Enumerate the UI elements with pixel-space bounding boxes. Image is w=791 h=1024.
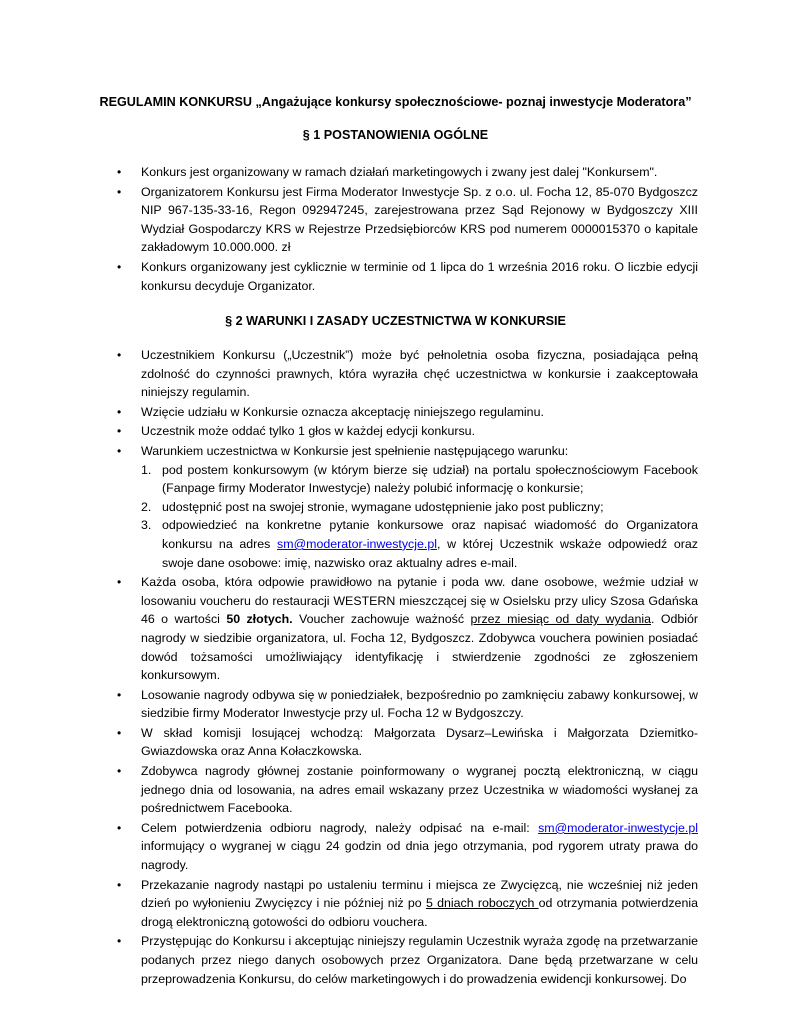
- prize-value: 50 złotych.: [226, 612, 293, 627]
- confirm-text-b: informujący o wygranej w ciągu 24 godzin od dnia jego otrzymania, pod rygorem utraty prawa do nagrody.: [141, 839, 698, 873]
- list-item: [0, 183, 791, 257]
- bullet-icon: •: [117, 687, 122, 702]
- bullet-icon: •: [117, 348, 122, 362]
- handover-text-a: Przekazanie nagrody nastąpi po ustaleniu terminu i miejsca ze Zwycięzcą, nie wcześniej niż jeden dzień po wyłonieniu Zwycięzcy i nie później niż po: [141, 877, 698, 911]
- list-item-text: W skład komisji losującej wchodzą: Małgorzata Dysarz–Lewińska i Małgorzata Dziemitko-Gwiazdowska oraz Anna Kołaczkowska.: [141, 725, 698, 759]
- list-item-text: Konkurs organizowany jest cyklicznie w terminie od 1 lipca do 1 września 2016 roku. O liczbie edycji konkursu decyduje Organizator.: [141, 259, 698, 293]
- bullet-icon: •: [117, 877, 122, 892]
- working-days: 5 dniach roboczych: [425, 896, 539, 911]
- list-item: [0, 422, 791, 441]
- prize-text-c: . Odbiór nagrody w siedzibie organizatora, ul. Focha 12, Bydgoszcz. Zdobywca vouchera powinien posiadać dowód tożsamości umożliwiający identyfikację i stwierdzenie zgodności ze zgłoszeniem konkursowym.: [141, 612, 699, 683]
- list-item: [0, 258, 791, 295]
- condition-text-start: odpowiedzieć na konkretne pytanie konkursowe oraz napisać wiadomość do Organizatora konkursu na adres: [162, 518, 698, 551]
- section-1-heading: § 1 POSTANOWIENIA OGÓLNE: [302, 128, 489, 142]
- bullet-icon: •: [117, 443, 122, 458]
- bullet-icon: •: [117, 424, 122, 439]
- conditions-list: [141, 461, 698, 573]
- list-item: [0, 876, 791, 932]
- prize-text-a: Każda osoba, która odpowie prawidłowo na pytanie i poda ww. dane osobowe, weźmie udział w losowaniu voucheru do restauracji WESTERN mieszczącej się w Osielsku przy ulicy Szosa Gdańska 46 o wartości: [141, 575, 698, 627]
- list-item: [0, 724, 791, 761]
- list-item-text: Warunkiem uczestnictwa w Konkursie jest spełnienie następującego warunku:: [141, 443, 569, 458]
- list-item-text: Organizatorem Konkursu jest Firma Moderator Inwestycje Sp. z o.o. ul. Focha 12, 85-070 Bydgoszcz NIP 967-135-33-16, Regon 092947245, zarejestrowana przez Sąd Rejonowy w Bydgoszczy XIII Wydział Gospodarczy KRS w Rejestrze Przedsiębiorców KRS pod numerem 0000015370 o kapitale zakładowym 10.000.000. zł: [141, 184, 698, 255]
- condition-item: [141, 516, 698, 572]
- list-item: [0, 686, 791, 723]
- bullet-icon: •: [117, 259, 122, 274]
- list-item-text: Uczestnikiem Konkursu („Uczestnik”) może być pełnoletnia osoba fizyczna, posiadająca pełną zdolność do czynności prawnych, która wyraziła chęć uczestnictwa w konkursie i zaakceptowała niniejszy regulamin.: [141, 348, 698, 400]
- list-item-text: Przystępując do Konkursu i akceptując niniejszy regulamin Uczestnik wyraża zgodę na przetwarzanie podanych przez niego danych osobowych przez Organizatora. Dane będą przetwarzane w celu przeprowadzenia Konkursu, do celów marketingowych i do prowadzenia ewidencji konkursowej. Do: [141, 934, 698, 986]
- bullet-icon: •: [117, 820, 122, 835]
- section-2-heading: § 2 WARUNKI I ZASADY UCZESTNICTWA W KONKURSIE: [225, 314, 566, 328]
- list-item: [0, 819, 791, 875]
- condition-number: 1.: [141, 462, 152, 477]
- condition-number: 3.: [141, 518, 152, 533]
- list-item: [0, 762, 791, 818]
- list-item: [0, 403, 791, 422]
- handover-text-b: od otrzymania potwierdzenia drogą elektroniczną gotowości do odbioru vouchera.: [141, 896, 698, 929]
- condition-text-end: , w której Uczestnik wskaże odpowiedź oraz swoje dane osobowe: imię, nazwisko oraz aktualny adres e-mail.: [162, 536, 699, 570]
- condition-text: udostępnić post na swojej stronie, wymagane udostępnienie jako post publiczny;: [162, 499, 604, 514]
- bullet-icon: •: [117, 165, 122, 179]
- list-item-text: Losowanie nagrody odbywa się w poniedziałek, bezpośrednio po zamknięciu zabawy konkursowej, w siedzibie firmy Moderator Inwestycje przy ul. Focha 12 w Bydgoszczy.: [141, 687, 698, 721]
- bullet-icon: •: [117, 725, 122, 740]
- condition-number: 2.: [141, 499, 152, 514]
- bullet-icon: •: [117, 184, 122, 199]
- section-1-list: [0, 163, 791, 296]
- list-item-text: [141, 819, 698, 875]
- list-item-text: Uczestnik może oddać tylko 1 głos w każdej edycji konkursu.: [141, 424, 476, 439]
- bullet-icon: •: [117, 575, 122, 590]
- prize-text-b: Voucher zachowuje ważność: [292, 612, 471, 627]
- confirm-text-a: Celem potwierdzenia odbioru nagrody, należy odpisać na e-mail:: [141, 820, 539, 835]
- list-item: [0, 346, 791, 402]
- list-item-text: Zdobywca nagrody głównej zostanie poinformowany o wygranej pocztą elektroniczną, w ciągu jednego dnia od losowania, na adres email wskazany przez Uczestnika w wiadomości wysłanej za pośrednictwem Facebooka.: [141, 764, 698, 816]
- validity-period: przez miesiąc od daty wydania: [470, 612, 651, 627]
- condition-item: [141, 498, 698, 517]
- list-item: [0, 163, 791, 182]
- list-item-text: Wzięcie udziału w Konkursie oznacza akceptację niniejszego regulaminu.: [141, 404, 544, 419]
- email-link[interactable]: sm@moderator-inwestycje.pl: [277, 536, 437, 551]
- bullet-icon: •: [117, 934, 122, 949]
- document-title: REGULAMIN KONKURSU „Angażujące konkursy społecznościowe- poznaj inwestycje Moderatora”: [99, 95, 692, 109]
- list-item: [0, 932, 791, 988]
- list-item-text: [141, 876, 698, 932]
- condition-item: [141, 461, 698, 498]
- email-link[interactable]: sm@moderator-inwestycje.pl: [538, 820, 698, 835]
- bullet-icon: •: [117, 404, 122, 419]
- list-item-text: Konkurs jest organizowany w ramach działań marketingowych i zwany jest dalej "Konkursem".: [141, 165, 658, 179]
- list-item: [0, 442, 791, 572]
- condition-text: pod postem konkursowym (w którym bierze się udział) na portalu społecznościowym Facebook (Fanpage firmy Moderator Inwestycje) należy polubić informację o konkursie;: [162, 462, 698, 496]
- section-2-list: [0, 346, 791, 989]
- list-item-text: [141, 573, 698, 685]
- bullet-icon: •: [117, 764, 122, 779]
- list-item: [0, 573, 791, 685]
